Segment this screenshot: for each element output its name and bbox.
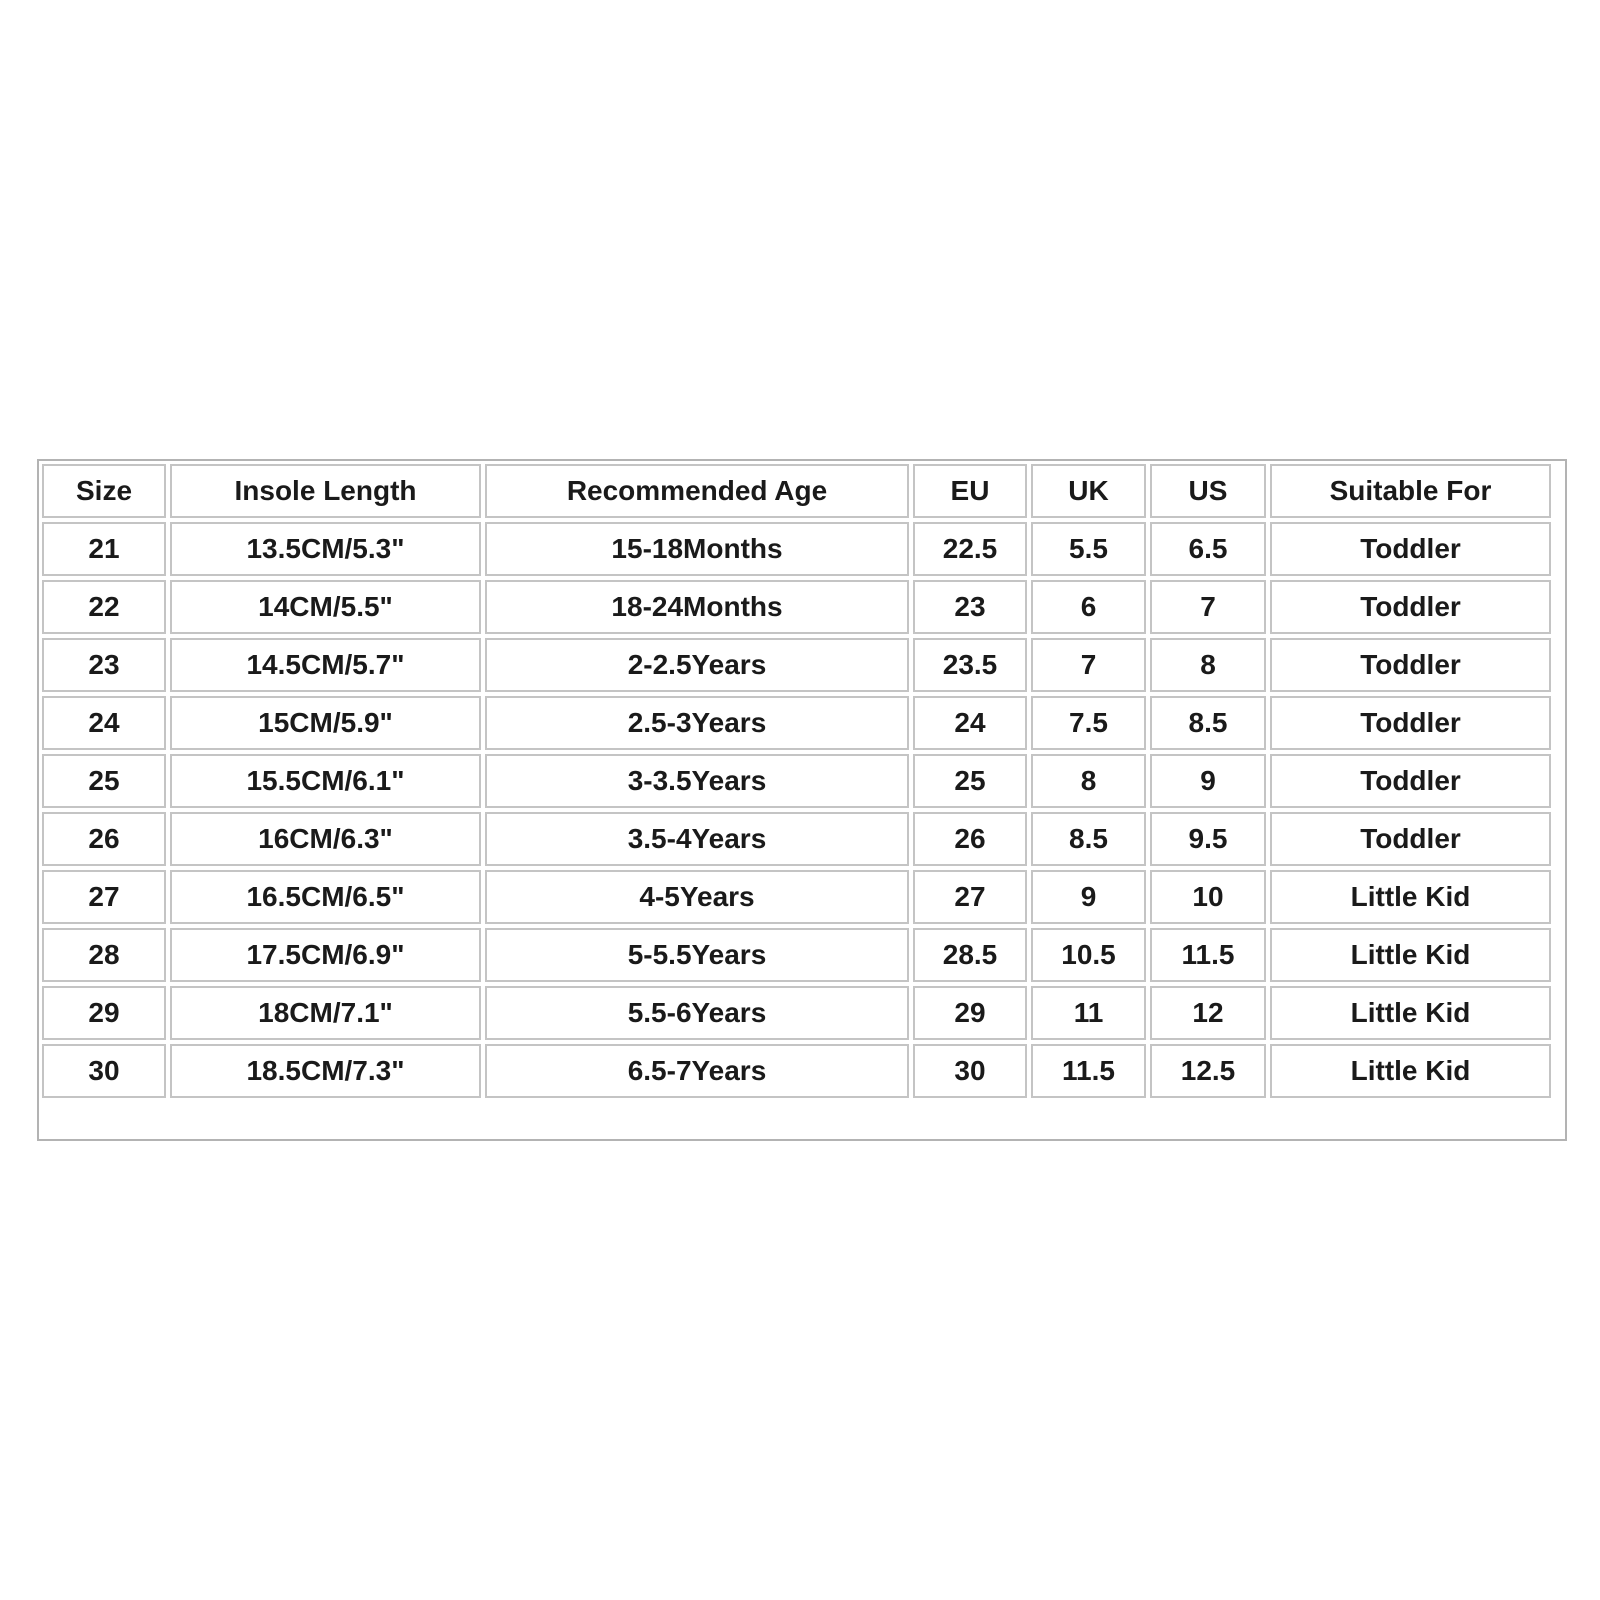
cell-eu: 29 [913, 986, 1027, 1040]
cell-insole-length: 14.5CM/5.7" [170, 638, 481, 692]
cell-suitable-for: Toddler [1270, 580, 1551, 634]
cell-us: 11.5 [1150, 928, 1266, 982]
cell-suitable-for: Toddler [1270, 522, 1551, 576]
cell-eu: 23.5 [913, 638, 1027, 692]
header-us: US [1150, 464, 1266, 518]
cell-size: 27 [42, 870, 166, 924]
table-row [42, 696, 1551, 750]
cell-recommended-age: 2.5-3Years [485, 696, 909, 750]
cell-eu: 24 [913, 696, 1027, 750]
cell-size: 22 [42, 580, 166, 634]
cell-insole-length: 16.5CM/6.5" [170, 870, 481, 924]
cell-uk: 10.5 [1031, 928, 1146, 982]
cell-recommended-age: 5.5-6Years [485, 986, 909, 1040]
cell-size: 29 [42, 986, 166, 1040]
cell-suitable-for: Toddler [1270, 638, 1551, 692]
cell-insole-length: 17.5CM/6.9" [170, 928, 481, 982]
cell-us: 6.5 [1150, 522, 1266, 576]
cell-recommended-age: 4-5Years [485, 870, 909, 924]
cell-us: 7 [1150, 580, 1266, 634]
table-row [42, 638, 1551, 692]
cell-suitable-for: Toddler [1270, 696, 1551, 750]
cell-uk: 6 [1031, 580, 1146, 634]
cell-uk: 5.5 [1031, 522, 1146, 576]
cell-size: 26 [42, 812, 166, 866]
cell-insole-length: 13.5CM/5.3" [170, 522, 481, 576]
header-uk: UK [1031, 464, 1146, 518]
cell-us: 8 [1150, 638, 1266, 692]
cell-eu: 27 [913, 870, 1027, 924]
table-row [42, 928, 1551, 982]
size-chart-table [38, 460, 1555, 1102]
header-recommended-age: Recommended Age [485, 464, 909, 518]
cell-insole-length: 18CM/7.1" [170, 986, 481, 1040]
table-row [42, 812, 1551, 866]
cell-suitable-for: Little Kid [1270, 1044, 1551, 1098]
cell-us: 12.5 [1150, 1044, 1266, 1098]
cell-suitable-for: Toddler [1270, 754, 1551, 808]
cell-us: 8.5 [1150, 696, 1266, 750]
header-size: Size [42, 464, 166, 518]
cell-recommended-age: 5-5.5Years [485, 928, 909, 982]
cell-recommended-age: 3-3.5Years [485, 754, 909, 808]
cell-size: 21 [42, 522, 166, 576]
cell-eu: 23 [913, 580, 1027, 634]
cell-eu: 22.5 [913, 522, 1027, 576]
cell-uk: 9 [1031, 870, 1146, 924]
cell-size: 24 [42, 696, 166, 750]
size-chart [37, 459, 1567, 1141]
header-suitable-for: Suitable For [1270, 464, 1551, 518]
table-row [42, 580, 1551, 634]
cell-suitable-for: Little Kid [1270, 928, 1551, 982]
table-row [42, 522, 1551, 576]
cell-eu: 30 [913, 1044, 1027, 1098]
cell-insole-length: 14CM/5.5" [170, 580, 481, 634]
cell-size: 30 [42, 1044, 166, 1098]
cell-uk: 7.5 [1031, 696, 1146, 750]
cell-us: 9 [1150, 754, 1266, 808]
cell-size: 23 [42, 638, 166, 692]
cell-insole-length: 15.5CM/6.1" [170, 754, 481, 808]
cell-recommended-age: 6.5-7Years [485, 1044, 909, 1098]
cell-suitable-for: Little Kid [1270, 986, 1551, 1040]
cell-insole-length: 15CM/5.9" [170, 696, 481, 750]
header-insole-length: Insole Length [170, 464, 481, 518]
cell-size: 28 [42, 928, 166, 982]
cell-eu: 26 [913, 812, 1027, 866]
cell-suitable-for: Little Kid [1270, 870, 1551, 924]
table-row [42, 986, 1551, 1040]
cell-recommended-age: 2-2.5Years [485, 638, 909, 692]
cell-eu: 28.5 [913, 928, 1027, 982]
cell-insole-length: 16CM/6.3" [170, 812, 481, 866]
cell-size: 25 [42, 754, 166, 808]
cell-insole-length: 18.5CM/7.3" [170, 1044, 481, 1098]
header-eu: EU [913, 464, 1027, 518]
cell-uk: 11 [1031, 986, 1146, 1040]
cell-us: 10 [1150, 870, 1266, 924]
cell-uk: 11.5 [1031, 1044, 1146, 1098]
header-row [42, 464, 1551, 518]
table-row [42, 1044, 1551, 1098]
cell-uk: 8 [1031, 754, 1146, 808]
cell-uk: 7 [1031, 638, 1146, 692]
cell-recommended-age: 18-24Months [485, 580, 909, 634]
cell-us: 12 [1150, 986, 1266, 1040]
cell-uk: 8.5 [1031, 812, 1146, 866]
table-row [42, 870, 1551, 924]
table-row [42, 754, 1551, 808]
cell-suitable-for: Toddler [1270, 812, 1551, 866]
cell-recommended-age: 3.5-4Years [485, 812, 909, 866]
cell-us: 9.5 [1150, 812, 1266, 866]
cell-eu: 25 [913, 754, 1027, 808]
cell-recommended-age: 15-18Months [485, 522, 909, 576]
